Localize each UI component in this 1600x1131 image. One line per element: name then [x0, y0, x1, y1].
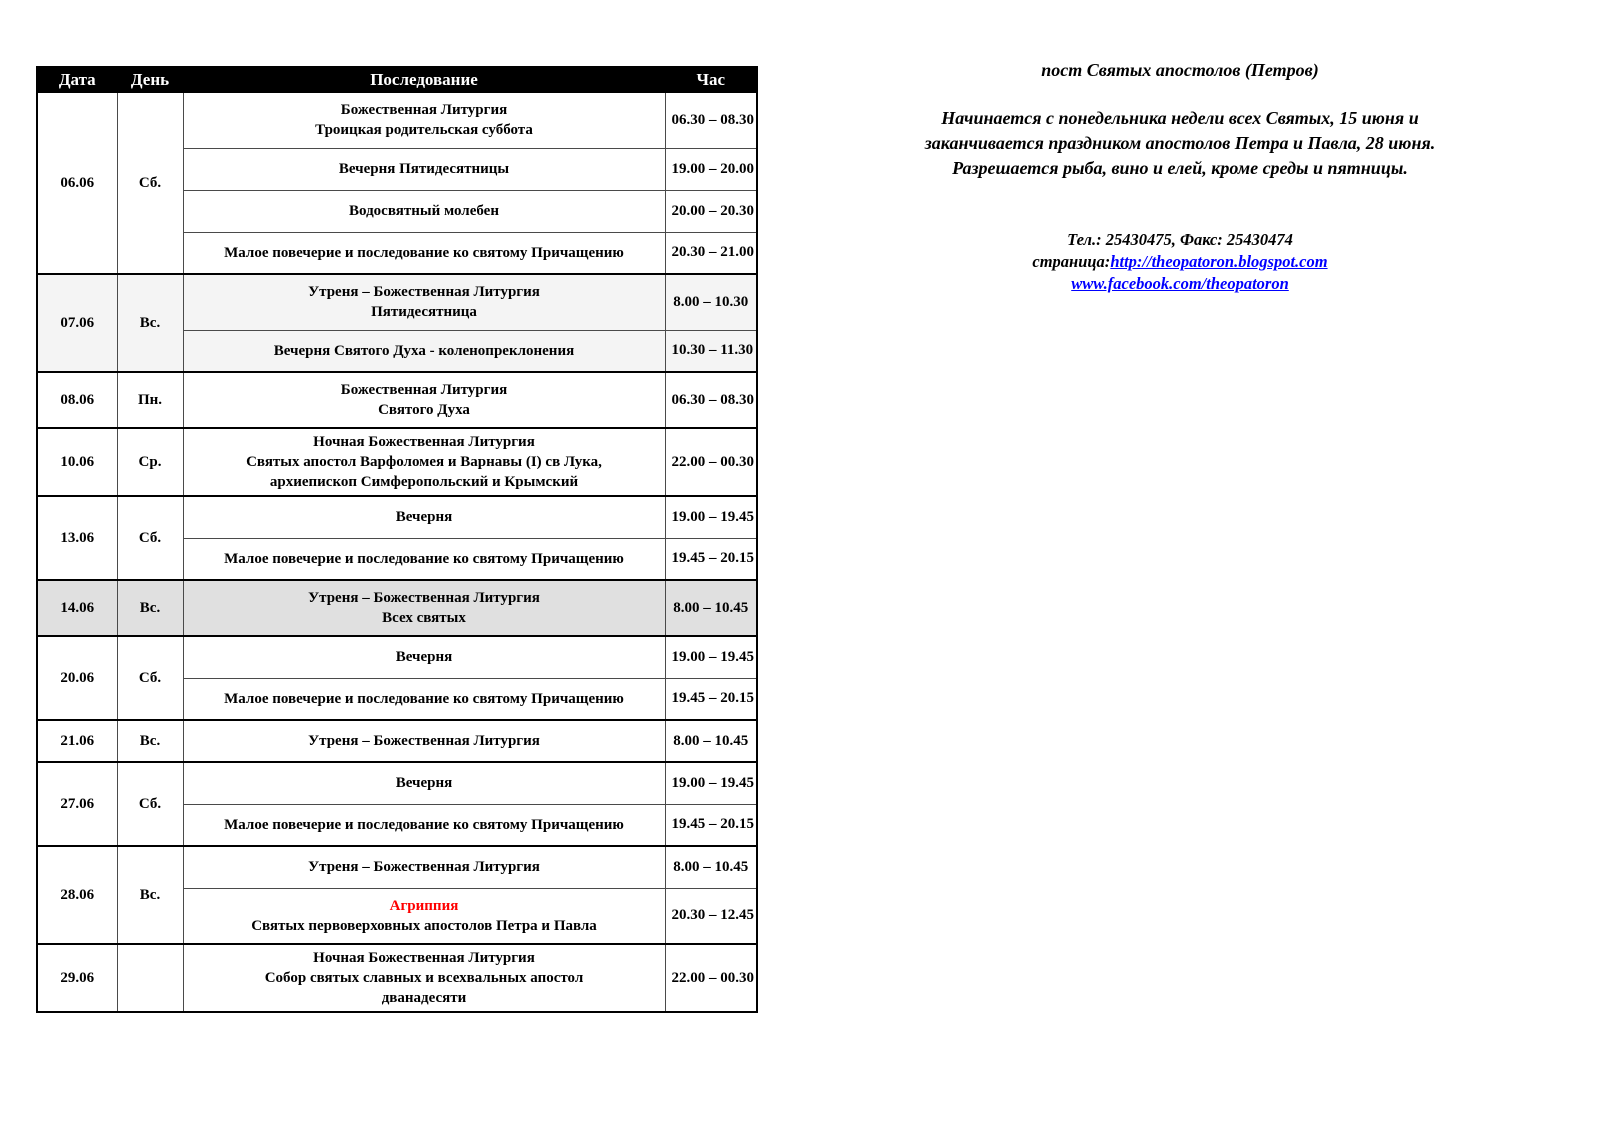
time-cell: 8.00 – 10.45 [665, 720, 757, 762]
service-line: Водосвятный молебен [349, 203, 499, 219]
column-header: Последование [183, 67, 665, 92]
service-line: Божественная Литургия [340, 102, 508, 119]
day-cell: Вс. [117, 846, 183, 944]
day-cell: Пн. [117, 372, 183, 428]
fast-title: пост Святых апостолов (Петров) [1041, 60, 1319, 80]
date-cell: 28.06 [37, 846, 117, 944]
service-cell [183, 190, 665, 232]
service-line: дванадесяти [381, 990, 467, 1006]
service-cell [183, 330, 665, 372]
time-cell: 06.30 – 08.30 [665, 372, 757, 428]
description-line: заканчивается праздником апостолов Петра и Павла, 28 июня. [924, 133, 1436, 153]
date-cell: 13.06 [37, 496, 117, 580]
facebook-line [880, 273, 1480, 295]
time-cell: 8.00 – 10.45 [665, 846, 757, 888]
description-line: Начинается с понедельника недели всех Святых, 15 июня и [941, 108, 1419, 128]
time-cell: 19.45 – 20.15 [665, 678, 757, 720]
date-cell: 21.06 [37, 720, 117, 762]
table-row [37, 580, 757, 636]
service-line: Божественная Литургия [340, 382, 508, 398]
time-cell: 22.00 – 00.30 [665, 428, 757, 496]
time-cell: 22.00 – 00.30 [665, 944, 757, 1012]
time-cell: 10.30 – 11.30 [665, 330, 757, 372]
time-cell: 19.45 – 20.15 [665, 804, 757, 846]
table-row [37, 496, 757, 538]
service-line: Ночная Божественная Литургия [313, 950, 535, 966]
date-cell: 14.06 [37, 580, 117, 636]
table-row [37, 372, 757, 428]
date-cell: 10.06 [37, 428, 117, 496]
time-cell: 06.30 – 08.30 [665, 92, 757, 148]
time-cell: 8.00 – 10.30 [665, 274, 757, 330]
service-line: Утреня – Божественная Литургия [308, 284, 540, 301]
service-line: Малое повечерие и последование ко святому Причащению [224, 550, 624, 567]
service-line: Вечерня Пятидесятницы [338, 161, 510, 177]
service-line: Утреня – Божественная Литургия [308, 859, 540, 876]
service-line: Собор святых славных и всехвальных апостол [264, 970, 584, 986]
service-line: Вечерня Святого Духа - коленопреклонения [273, 342, 575, 359]
service-line: Малое повечерие и последование ко святому Причащению [224, 816, 624, 833]
time-cell: 20.00 – 20.30 [665, 190, 757, 232]
time-cell: 19.00 – 19.45 [665, 636, 757, 678]
table-row [37, 636, 757, 678]
contact-block [880, 229, 1480, 295]
table-row [37, 762, 757, 804]
time-cell: 19.00 – 19.45 [665, 496, 757, 538]
service-cell [183, 846, 665, 888]
service-line: Святых первоверховных апостолов Петра и Павла [251, 917, 597, 934]
table-row [37, 944, 757, 1012]
service-cell [183, 804, 665, 846]
service-line: Малое повечерие и последование ко святому Причащению [224, 690, 624, 707]
service-line: Агриппия [389, 897, 459, 914]
day-cell: Вс. [117, 720, 183, 762]
service-line: архиепископ Симферопольский и Крымский [269, 474, 579, 490]
phone-fax-line: Тел.: 25430475, Факс: 25430474 [1067, 230, 1293, 249]
table-header-row [37, 67, 757, 92]
date-cell: 20.06 [37, 636, 117, 720]
date-cell: 06.06 [37, 92, 117, 274]
facebook-link[interactable]: www.facebook.com/theopatoron [1071, 274, 1289, 293]
service-line: Утреня – Божественная Литургия [308, 590, 540, 606]
service-cell [183, 636, 665, 678]
date-cell: 27.06 [37, 762, 117, 846]
service-cell [183, 92, 665, 148]
service-line: Святого Духа [378, 402, 470, 418]
service-cell [183, 372, 665, 428]
service-cell [183, 944, 665, 1012]
service-cell [183, 274, 665, 330]
day-cell [117, 944, 183, 1012]
blog-line [880, 251, 1480, 273]
service-cell [183, 148, 665, 190]
description-line: Разрешается рыба, вино и елей, кроме среды и пятницы. [952, 158, 1408, 178]
column-header: Дата [37, 67, 117, 92]
service-line: Ночная Божественная Литургия [313, 434, 535, 450]
date-cell: 29.06 [37, 944, 117, 1012]
day-cell: Ср. [117, 428, 183, 496]
time-cell: 19.45 – 20.15 [665, 538, 757, 580]
day-cell: Сб. [117, 636, 183, 720]
date-cell: 08.06 [37, 372, 117, 428]
time-cell: 20.30 – 12.45 [665, 888, 757, 944]
service-line: Троицкая родительская суббота [315, 122, 533, 139]
time-cell: 19.00 – 20.00 [665, 148, 757, 190]
service-line: Всех святых [382, 610, 466, 626]
date-cell: 07.06 [37, 274, 117, 372]
table-row [37, 274, 757, 330]
day-cell: Вс. [117, 274, 183, 372]
service-cell [183, 888, 665, 944]
service-line: Малое повечерие и последование ко святому Причащению [224, 244, 624, 261]
day-cell: Вс. [117, 580, 183, 636]
schedule-table [36, 66, 758, 1013]
day-cell: Сб. [117, 92, 183, 274]
service-line: Утреня – Божественная Литургия [308, 733, 540, 749]
day-cell: Сб. [117, 496, 183, 580]
service-cell [183, 580, 665, 636]
time-cell: 19.00 – 19.45 [665, 762, 757, 804]
service-cell [183, 678, 665, 720]
table-row [37, 846, 757, 888]
day-cell: Сб. [117, 762, 183, 846]
table-row [37, 428, 757, 496]
time-cell: 20.30 – 21.00 [665, 232, 757, 274]
column-header: День [117, 67, 183, 92]
fast-description [880, 106, 1480, 181]
service-line: Святых апостол Варфоломея и Варнавы (I) св Лука, [246, 454, 602, 470]
service-cell [183, 428, 665, 496]
blog-link[interactable]: http://theopatoron.blogspot.com [1110, 252, 1328, 271]
service-cell [183, 720, 665, 762]
page-label: страница: [1032, 252, 1111, 271]
service-cell [183, 496, 665, 538]
column-header: Час [665, 67, 757, 92]
service-cell [183, 538, 665, 580]
service-cell [183, 762, 665, 804]
service-line: Вечерня [395, 775, 453, 792]
service-cell [183, 232, 665, 274]
fast-info-panel [880, 58, 1480, 295]
service-line: Вечерня [395, 509, 453, 526]
table-row [37, 92, 757, 148]
service-line: Пятидесятница [371, 304, 477, 321]
time-cell: 8.00 – 10.45 [665, 580, 757, 636]
table-row [37, 720, 757, 762]
service-line: Вечерня [395, 649, 453, 666]
